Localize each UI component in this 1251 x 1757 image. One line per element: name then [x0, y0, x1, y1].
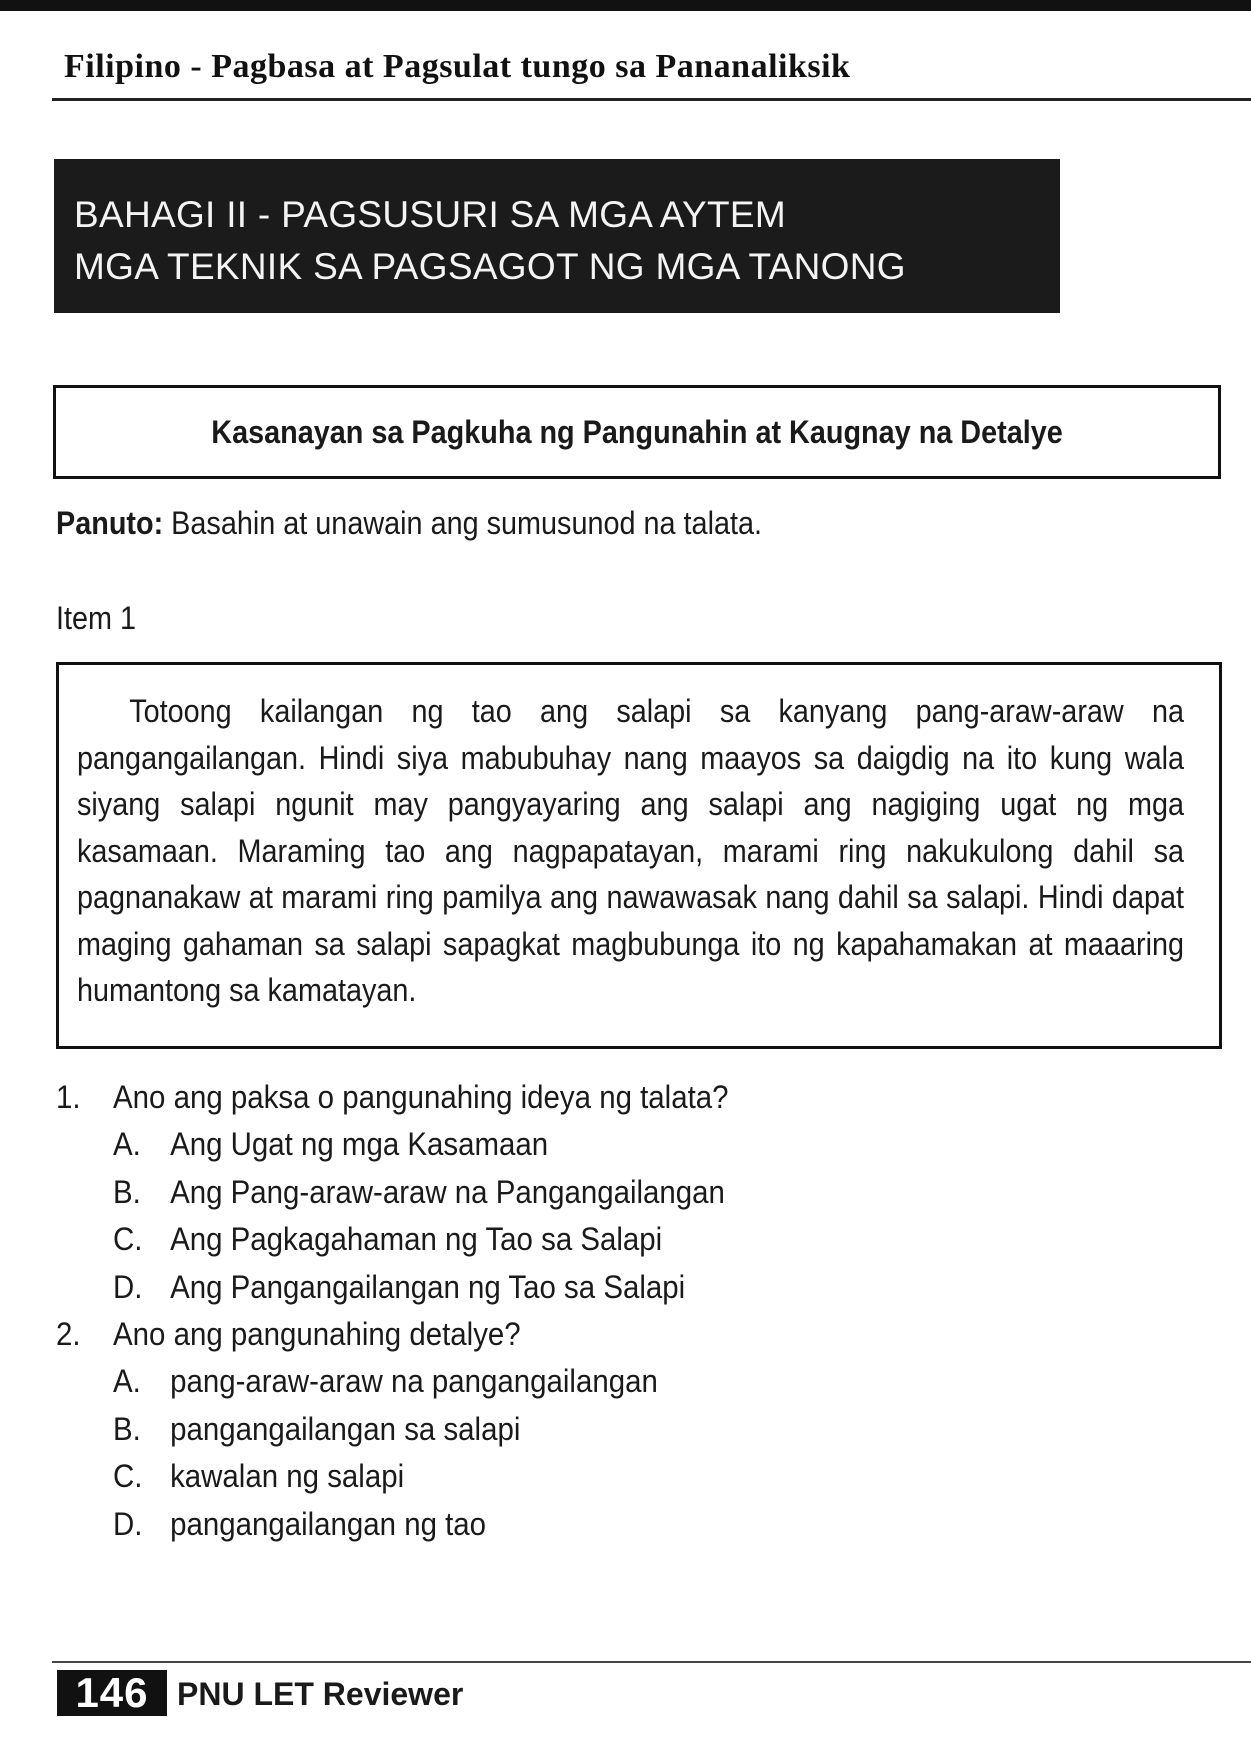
option-letter: B.	[113, 1173, 141, 1210]
option-text: kawalan ng salapi	[170, 1458, 405, 1494]
option-text: pang-araw-araw na pangangailangan	[170, 1363, 658, 1399]
option-letter: B.	[113, 1410, 141, 1447]
option-letter: C.	[113, 1458, 143, 1494]
option-text: Ang Pang-araw-araw na Pangangailangan	[170, 1173, 725, 1210]
footer-divider	[52, 1661, 1251, 1663]
answer-option	[56, 1264, 729, 1312]
passage-text: Totoong kailangan ng tao ang salapi sa kanyang pang-araw-araw na pangangailangan. Hindi siya mabubuhay nang maayos sa daigdig na ito kung wala siyang salapi ngunit may pangyayaring ang salapi ang nagiging ugat ng mga kasamaan. Maraming tao ang nagpapatayan, marami ring nakukulong dahil sa pagnanakaw at marami ring pamilya ang nawawasak nang dahil sa salapi. Hindi dapat maging gahaman sa salapi sapagkat magbubunga ito ng kapahamakan at maaaring humantong sa kamatayan.	[77, 693, 1185, 1008]
answer-option	[56, 1406, 729, 1454]
question-number: 2.	[56, 1316, 81, 1352]
option-text: pangangailangan sa salapi	[170, 1410, 521, 1447]
question-2	[56, 1311, 729, 1548]
option-text: pangangailangan ng tao	[170, 1505, 487, 1542]
lesson-subtitle-box	[53, 385, 1221, 479]
answer-option	[56, 1121, 729, 1169]
option-text: Ang Ugat ng mga Kasamaan	[170, 1126, 549, 1162]
option-letter: A.	[113, 1363, 141, 1399]
question-number: 1.	[56, 1079, 81, 1115]
answer-option	[56, 1358, 729, 1406]
section-banner	[54, 159, 1060, 313]
top-border-rule	[0, 0, 1251, 11]
option-letter: C.	[113, 1221, 143, 1257]
question-text: Ano ang paksa o pangunahing ideya ng talata?	[113, 1079, 729, 1115]
question-list	[56, 1074, 729, 1548]
option-text: Ang Pangangailangan ng Tao sa Salapi	[170, 1268, 686, 1305]
answer-option	[56, 1169, 729, 1217]
option-text: Ang Pagkagahaman ng Tao sa Salapi	[170, 1221, 663, 1257]
banner-line-2: MGA TEKNIK SA PAGSAGOT NG MGA TANONG	[74, 246, 906, 287]
option-letter: D.	[113, 1268, 143, 1305]
header-divider	[52, 98, 1251, 101]
passage-box	[56, 662, 1222, 1049]
item-label: Item 1	[56, 600, 137, 636]
lesson-subtitle: Kasanayan sa Pagkuha ng Pangunahin at Kaugnay na Detalye	[211, 413, 1063, 450]
running-head: Filipino - Pagbasa at Pagsulat tungo sa Pananaliksik	[64, 48, 851, 85]
directions-label: Panuto:	[56, 505, 164, 541]
directions-text: Basahin at unawain ang sumusunod na talata.	[163, 505, 763, 541]
question-text: Ano ang pangunahing detalye?	[113, 1316, 521, 1352]
option-letter: A.	[113, 1126, 141, 1162]
answer-option	[56, 1216, 729, 1264]
banner-line-1: BAHAGI II - PAGSUSURI SA MGA AYTEM	[74, 194, 786, 235]
question-1	[56, 1074, 729, 1311]
answer-option	[56, 1501, 729, 1549]
directions	[56, 505, 762, 542]
option-letter: D.	[113, 1505, 143, 1542]
book-title: PNU LET Reviewer	[177, 1676, 464, 1712]
page-number: 146	[57, 1670, 167, 1716]
answer-option	[56, 1453, 729, 1501]
